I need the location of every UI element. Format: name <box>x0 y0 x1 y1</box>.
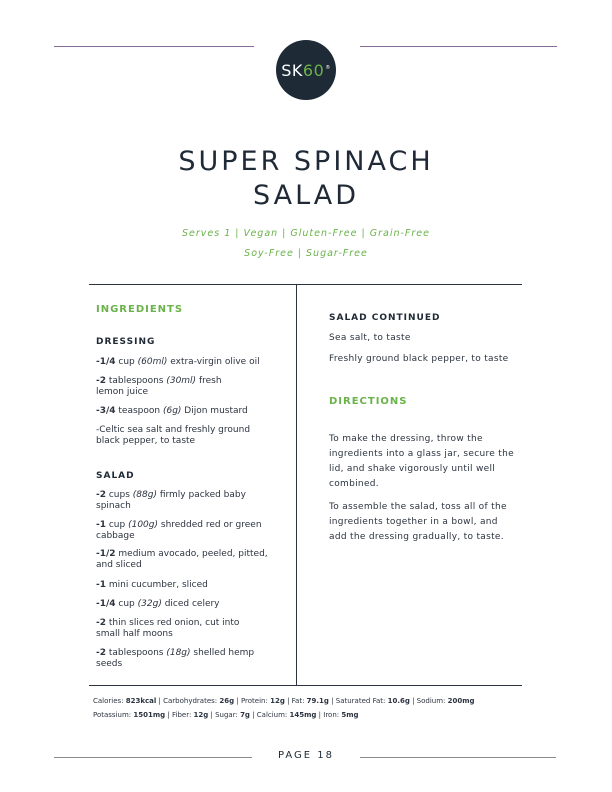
nutrition-line-2: Potassium: 1501mg | Fiber: 12g | Sugar: 7g | Calcium: 145mg | Iron: 5mg <box>93 711 359 719</box>
title-line-1: SUPER SPINACH <box>178 146 434 177</box>
column-divider <box>296 284 297 685</box>
salad-item-4: -1 mini cucumber, sliced <box>96 580 208 590</box>
logo-registered: ® <box>325 65 331 72</box>
salad-item-7: -2 tablespoons (18g) shelled hemp seeds <box>96 648 255 669</box>
recipe-tags-line-2: Soy-Free | Sugar-Free <box>244 248 368 259</box>
salad-continued-item-2: Freshly ground black pepper, to taste <box>329 354 509 364</box>
header-rule-left <box>54 46 254 47</box>
salad-item-2: -1 cup (100g) shredded red or green cabbage <box>96 520 262 541</box>
dressing-item-1: -1/4 cup (60ml) extra-virgin olive oil <box>96 357 260 367</box>
salad-item-5: -1/4 cup (32g) diced celery <box>96 599 220 609</box>
salad-heading: SALAD <box>96 471 135 481</box>
salad-item-3: -1/2 medium avocado, peeled, pitted, and sliced <box>96 549 268 570</box>
salad-item-6: -2 thin slices red onion, cut into small half moons <box>96 618 240 639</box>
title-line-2: SALAD <box>252 180 360 211</box>
logo-number: 60 <box>302 60 325 80</box>
dressing-item-4: -Celtic sea salt and freshly ground black pepper, to taste <box>96 425 251 446</box>
page-number: PAGE 18 <box>277 750 335 761</box>
salad-continued-item-1: Sea salt, to taste <box>329 333 411 343</box>
salad-continued-heading: SALAD CONTINUED <box>329 313 441 323</box>
dressing-heading: DRESSING <box>96 337 156 347</box>
directions-paragraph-1: To make the dressing, throw the ingredients into a glass jar, secure the lid, and shake vigorously until well combined. <box>329 434 514 489</box>
dressing-item-2: -2 tablespoons (30ml) fresh lemon juice <box>96 376 222 397</box>
dressing-item-3: -3/4 teaspoon (6g) Dijon mustard <box>96 406 248 416</box>
sk60-logo <box>276 40 336 100</box>
ingredients-heading: INGREDIENTS <box>96 304 184 315</box>
content-bottom-divider <box>89 685 522 686</box>
logo-text <box>281 61 331 80</box>
recipe-title <box>0 145 612 213</box>
directions-heading: DIRECTIONS <box>329 396 408 407</box>
salad-item-1: -2 cups (88g) firmly packed baby spinach <box>96 490 246 511</box>
recipe-tags-line-1: Serves 1 | Vegan | Gluten-Free | Grain-Free <box>182 228 430 239</box>
logo-brand: SK <box>281 60 303 80</box>
nutrition-line-1: Calories: 823kcal | Carbohydrates: 26g | Protein: 12g | Fat: 79.1g | Saturated Fat: 10.6g | Sodium: 200mg <box>93 697 475 705</box>
content-top-divider <box>89 284 522 285</box>
directions-paragraph-2: To assemble the salad, toss all of the ingredients together in a bowl, and add the dressing gradually, to taste. <box>329 502 507 542</box>
header-rule-right <box>360 46 557 47</box>
